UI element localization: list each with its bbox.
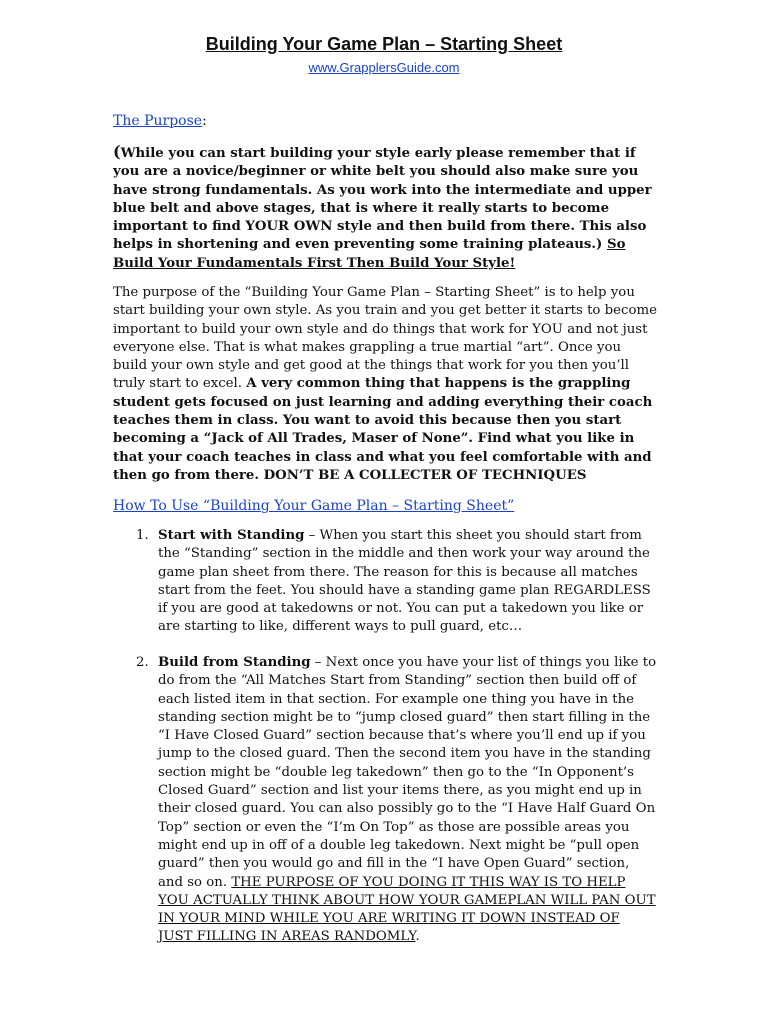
- list-item-number: 1.: [136, 528, 149, 543]
- purpose-note: [113, 143, 658, 273]
- page-title: Building Your Game Plan – Starting Sheet: [205, 34, 563, 54]
- list-item-title: Build from Standing: [158, 655, 311, 670]
- howto-heading-line: [113, 497, 658, 515]
- purpose-body: [113, 284, 658, 485]
- list-item-end: .: [415, 929, 420, 945]
- note-open-paren: (: [113, 142, 121, 161]
- purpose-heading-line: [113, 112, 658, 130]
- purpose-body-bold: A very common thing that happens is the grappling student gets focused on just learning and adding everything their coach teaches them in class. You want to avoid this because then you start becoming a “Jack of All Trades, Maser of None”. Find what you like in that your coach teaches in class and what you feel comfortable with and then go from there. DON’T BE A COLLECTER OF TECHNIQUES: [113, 376, 653, 483]
- list-item-text: [158, 527, 658, 637]
- purpose-heading-colon: :: [202, 113, 207, 129]
- list-item-underlined: THE PURPOSE OF YOU DOING IT THIS WAY IS TO HELP YOU ACTUALLY THINK ABOUT HOW YOUR GAMEPLAN WILL PAN OUT IN YOUR MIND WHILE YOU ARE WRITING IT DOWN INSTEAD OF JUST FILLING IN AREAS RANDOMLY: [158, 874, 656, 945]
- list-item-number: 2.: [136, 655, 149, 670]
- howto-heading: How To Use “Building Your Game Plan – Starting Sheet”: [113, 498, 515, 514]
- list-item-body: – When you start this sheet you should start from the “Standing” section in the middle and then work your way around the game plan sheet from there. The reason for this is because all matches start from the feet. You should have a standing game plan REGARDLESS if you are good at takedowns or not. You can put a takedown you like or are starting to like, different ways to pull guard, etc…: [158, 528, 651, 635]
- purpose-heading: The Purpose: [113, 113, 203, 129]
- list-item-text: [158, 654, 658, 947]
- list-item-title: Start with Standing: [158, 528, 305, 543]
- note-underlined-text: So Build Your Fundamentals First Then Build Your Style!: [113, 237, 626, 271]
- note-bold-text: While you can start building your style early please remember that if you are a novice/beginner or white belt you should also make sure you have strong fundamentals. As you work into the intermediate and upper blue belt and above stages, that is where it really starts to become important to find YOUR OWN style and then build from there. This also helps in shortening and even preventing some training plateaus.): [113, 146, 652, 253]
- purpose-body-plain: The purpose of the “Building Your Game Plan – Starting Sheet” is to help you start building your own style. As you train and you get better it starts to become important to build your own style and do things that work for YOU and not just everyone else. That is what makes grappling a true martial “art”. Once you build your own style and get good at the things that work for you then you’ll truly start to excel.: [113, 285, 657, 392]
- website-link[interactable]: www.GrapplersGuide.com: [308, 60, 460, 75]
- list-item-body: – Next once you have your list of things you like to do from the “All Matches Start from Standing” section then build off of each listed item in that section. For example one thing you have in the standing section might be to “jump closed guard” then start filling in the “I Have Closed Guard” section because that’s where you’ll end up if you jump to the closed guard. Then the second item you have in the standing section might be “double leg takedown” then go to the “In Opponent’s Closed Guard” section and list your items there, as you might end up in their closed guard. You can also possibly go to the “I Have Half Guard On Top” section or even the “I’m On Top” as those are possible areas you might end up in off of a double leg takedown. Next might be “pull open guard” then you would go and fill in the “I have Open Guard” section, and so on.: [158, 655, 657, 890]
